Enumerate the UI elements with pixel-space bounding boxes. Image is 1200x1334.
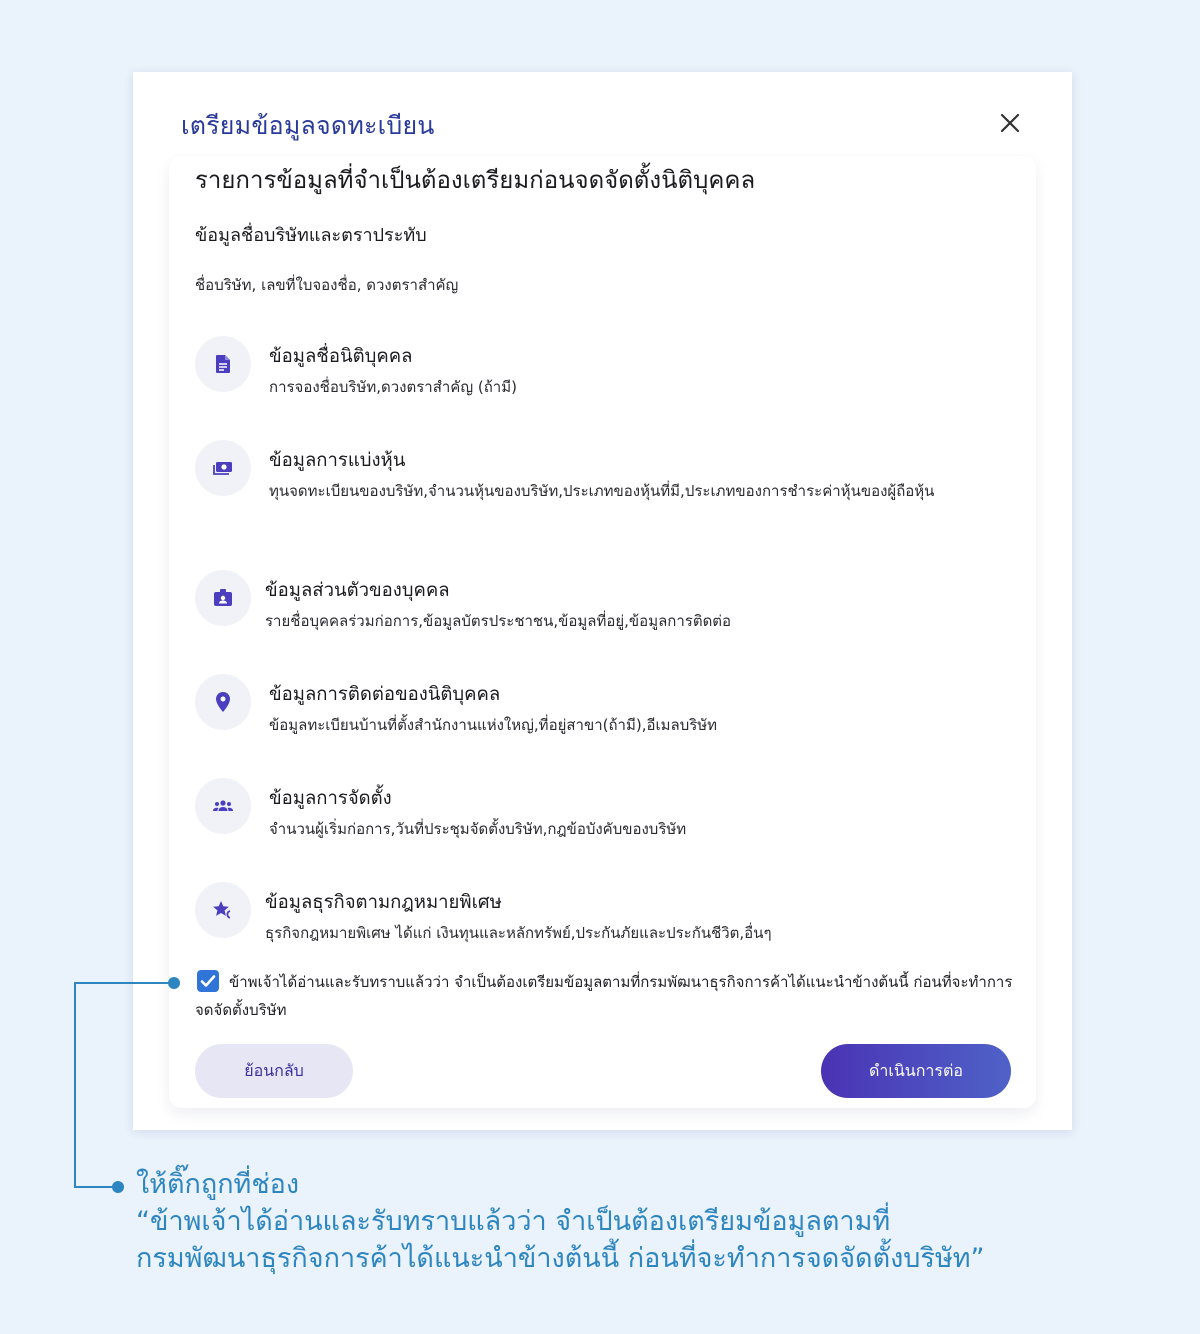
item-title: ข้อมูลชื่อนิติบุคคล xyxy=(269,346,413,367)
modal-title: เตรียมข้อมูลจดทะเบียน xyxy=(181,111,435,140)
section-description: ชื่อบริษัท, เลขที่ใบจองชื่อ, ดวงตราสำคัญ xyxy=(195,276,459,294)
item-title: ข้อมูลการติดต่อของนิติบุคคล xyxy=(269,684,501,705)
check-icon xyxy=(197,970,219,992)
location-pin-icon xyxy=(195,674,251,730)
item-description: รายชื่อบุคคลร่วมก่อการ,ข้อมูลบัตรประชาชน,ข้อมูลที่อยู่,ข้อมูลการติดต่อ xyxy=(265,612,732,630)
back-button[interactable]: ย้อนกลับ xyxy=(195,1044,353,1098)
callout-connector-vertical xyxy=(74,982,76,1188)
item-title: ข้อมูลการจัดตั้ง xyxy=(269,788,392,809)
callout-dot-end xyxy=(112,1181,124,1193)
group-icon xyxy=(195,778,251,834)
agreement-checkbox[interactable] xyxy=(197,970,219,992)
item-description: จำนวนผู้เริ่มก่อการ,วันที่ประชุมจัดตั้งบริษัท,กฎข้อบังคับของบริษัท xyxy=(269,820,687,838)
callout-dot-start xyxy=(168,977,180,989)
item-title: ข้อมูลส่วนตัวของบุคคล xyxy=(265,580,450,601)
item-description: การจองชื่อบริษัท,ดวงตราสำคัญ (ถ้ามี) xyxy=(269,378,517,396)
registration-modal xyxy=(133,72,1072,1130)
star-icon xyxy=(195,882,251,938)
agreement-text: ข้าพเจ้าได้อ่านและรับทราบแล้วว่า จำเป็นต้องเตรียมข้อมูลตามที่กรมพัฒนาธุรกิจการค้าได้แนะนำข้างต้นนี้ ก่อนที่จะทำการจดจัดตั้งบริษัท xyxy=(195,973,1013,1019)
item-description: ข้อมูลทะเบียนบ้านที่ตั้งสำนักงานแห่งใหญ่,ที่อยู่สาขา(ถ้ามี),อีเมลบริษัท xyxy=(269,716,718,734)
item-description: ธุรกิจกฎหมายพิเศษ ได้แก่ เงินทุนและหลักทรัพย์,ประกันภัยและประกันชีวิต,อื่นๆ xyxy=(265,924,772,942)
callout-line-1: ให้ติ๊กถูกที่ช่อง xyxy=(136,1169,300,1200)
callout-instruction xyxy=(136,1166,1186,1277)
continue-button[interactable]: ดำเนินการต่อ xyxy=(821,1044,1011,1098)
callout-line-2: “ข้าพเจ้าได้อ่านและรับทราบแล้วว่า จำเป็นต้องเตรียมข้อมูลตามที่ xyxy=(136,1206,891,1237)
requirements-card xyxy=(169,156,1036,1108)
section-title: ข้อมูลชื่อบริษัทและตราประทับ xyxy=(195,225,427,246)
item-title: ข้อมูลการแบ่งหุ้น xyxy=(269,450,406,471)
agreement-row xyxy=(195,968,1015,1024)
callout-connector-top xyxy=(74,982,174,984)
badge-icon xyxy=(195,570,251,626)
item-title: ข้อมูลธุรกิจตามกฎหมายพิเศษ xyxy=(265,892,502,913)
callout-line-3: กรมพัฒนาธุรกิจการค้าได้แนะนำข้างต้นนี้ ก่อนที่จะทำการจดจัดตั้งบริษัท” xyxy=(136,1243,985,1274)
document-icon xyxy=(195,336,251,392)
card-heading: รายการข้อมูลที่จำเป็นต้องเตรียมก่อนจดจัดตั้งนิติบุคคล xyxy=(195,166,756,194)
close-icon[interactable] xyxy=(995,108,1025,138)
item-description: ทุนจดทะเบียนของบริษัท,จำนวนหุ้นของบริษัท,ประเภทของหุ้นที่มี,ประเภทของการชำระค่าหุ้นของผู้ถือหุ้น xyxy=(269,482,935,500)
money-icon xyxy=(195,440,251,496)
